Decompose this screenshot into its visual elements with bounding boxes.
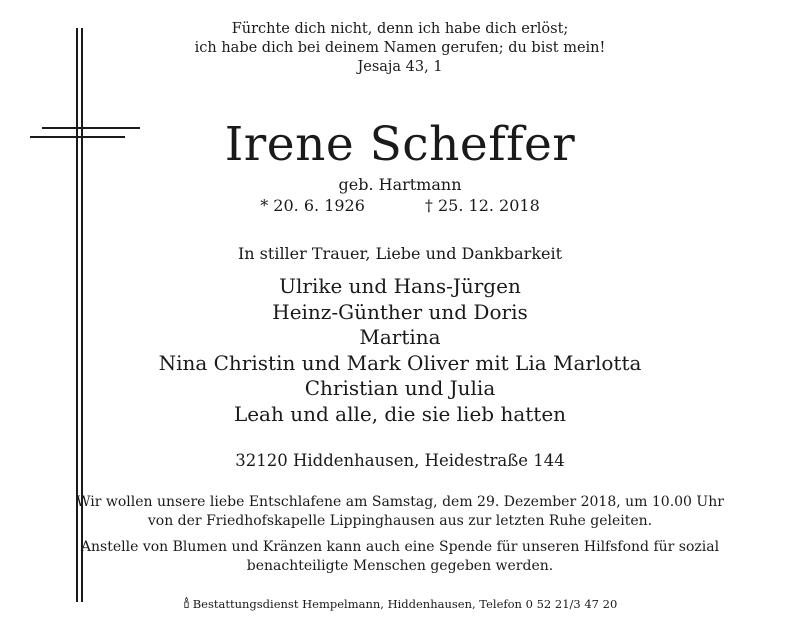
deceased-name: Irene Scheffer (224, 117, 576, 172)
verse-line: ich habe dich bei deinem Namen gerufen; du bist mein! (194, 40, 606, 56)
mourner-line: Heinz-Günther und Doris (272, 299, 528, 324)
undertaker-line (0, 596, 800, 612)
undertaker-text: Bestattungsdienst Hempelmann, Hiddenhausen, Telefon 0 52 21/3 47 20 (192, 597, 618, 611)
donation-line: Anstelle von Blumen und Kränzen kann auch eine Spende für unseren Hilfsfond für sozial (80, 539, 720, 555)
birth-date: * 20. 6. 1926 (260, 196, 365, 215)
mourner-line: Nina Christin und Mark Oliver mit Lia Marlotta (158, 350, 642, 375)
verse-reference: Jesaja 43, 1 (357, 59, 443, 75)
mourners-list (0, 274, 800, 427)
family-address: 32120 Hiddenhausen, Heidestraße 144 (235, 451, 565, 470)
funeral-line: von der Friedhofskapelle Lippinghausen aus zur letzten Ruhe geleiten. (147, 512, 653, 529)
verse-line: Fürchte dich nicht, denn ich habe dich erlöst; (231, 21, 569, 37)
mourner-line: Ulrike und Hans-Jürgen (279, 274, 521, 298)
maiden-name: geb. Hartmann (338, 175, 462, 194)
mourner-line: Martina (359, 325, 441, 349)
funeral-line: Wir wollen unsere liebe Entschlafene am Samstag, dem 29. Dezember 2018, um 10.00 Uhr (76, 494, 724, 510)
death-date: † 25. 12. 2018 (424, 196, 540, 215)
mourner-line: Leah und alle, die sie lieb hatten (233, 401, 567, 426)
candle-icon (183, 596, 190, 612)
bible-verse (0, 20, 800, 77)
donation-line: benachteiligte Menschen gegeben werden. (246, 557, 554, 574)
mourner-line: Christian und Julia (304, 376, 496, 400)
life-dates (0, 196, 800, 216)
funeral-notice (0, 493, 800, 530)
grief-line: In stiller Trauer, Liebe und Dankbarkeit (237, 244, 563, 263)
donation-notice (0, 538, 800, 575)
